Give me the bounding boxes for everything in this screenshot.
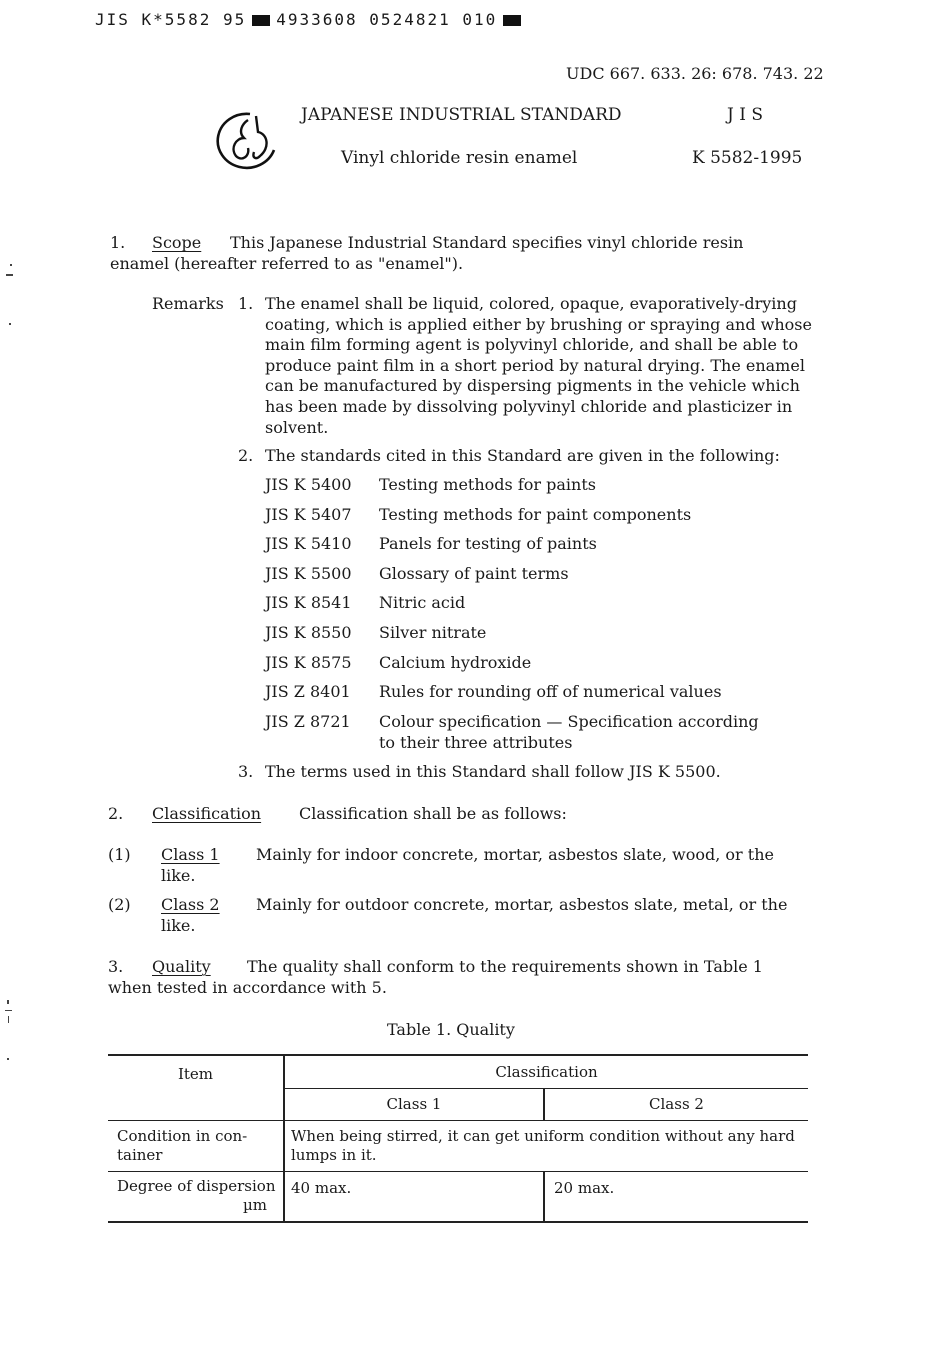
row-item-cell	[108, 1120, 284, 1171]
standard-title-item: Glossary of paint terms	[379, 564, 569, 583]
class-2-label: Class 2	[161, 895, 220, 914]
standard-title: Vinyl chloride resin enamel	[341, 148, 578, 168]
code-block-mark	[503, 15, 521, 26]
jis-label: J I S	[727, 105, 763, 125]
quality-heading: Quality	[152, 957, 211, 976]
class-2-text: Mainly for outdoor concrete, mortar, asbestos slate, metal, or the	[256, 895, 788, 914]
remark-3-text: The terms used in this Standard shall follow JIS K 5500.	[265, 762, 721, 781]
jis-mark-logo	[212, 108, 282, 174]
remark-3-number: 3.	[238, 762, 254, 781]
scope-text-line-1: This Japanese Industrial Standard specifies vinyl chloride resin	[230, 233, 744, 252]
class-1-header: Class 1	[284, 1088, 544, 1120]
class-2-number: (2)	[108, 895, 131, 914]
row-class-1-value: 40 max.	[284, 1171, 544, 1222]
code-line-part-2: 4933608 0524821 010	[276, 10, 498, 29]
classification-header: Classification	[284, 1055, 808, 1088]
standard-code: JIS K 5400	[265, 475, 352, 494]
standard-code: JIS K 5407	[265, 505, 352, 524]
quality-text-line-1: The quality shall conform to the requirements shown in Table 1	[247, 957, 763, 976]
class-2-text-continuation: like.	[161, 916, 196, 935]
scope-section-number: 1.	[110, 233, 126, 252]
class-1-label: Class 1	[161, 845, 220, 864]
remarks-label: Remarks	[152, 294, 224, 313]
quality-table	[108, 1054, 808, 1223]
row-item-line-1: Condition in con-	[117, 1126, 248, 1145]
class-2-header: Class 2	[544, 1088, 808, 1120]
scan-mark	[7, 1058, 9, 1060]
scan-mark	[5, 1010, 12, 1011]
standard-number: K 5582-1995	[692, 148, 803, 168]
scope-text-line-2: enamel (hereafter referred to as "enamel").	[110, 254, 464, 273]
classification-section-number: 2.	[108, 804, 124, 823]
standard-code: JIS K 5500	[265, 564, 352, 583]
standard-title-item: Panels for testing of paints	[379, 534, 597, 553]
scope-heading: Scope	[152, 233, 202, 252]
standard-code: JIS K 8575	[265, 653, 352, 672]
scan-mark	[6, 274, 13, 276]
standard-title-continuation: to their three attributes	[379, 733, 573, 752]
scan-mark	[8, 1016, 9, 1023]
remark-2-text: The standards cited in this Standard are given in the following:	[265, 446, 780, 465]
standard-title-item: Colour specification — Specification according	[379, 712, 759, 731]
remark-1-number: 1.	[238, 294, 254, 313]
quality-text-line-2: when tested in accordance with 5.	[108, 978, 387, 997]
udc-number: UDC 667. 633. 26: 678. 743. 22	[566, 64, 824, 83]
standard-title-item: Testing methods for paints	[379, 475, 596, 494]
standard-title-item: Testing methods for paint components	[379, 505, 692, 524]
document-code-line	[95, 10, 527, 29]
row-item-unit: µm	[243, 1196, 267, 1215]
class-1-text-continuation: like.	[161, 866, 196, 885]
organization-title: JAPANESE INDUSTRIAL STANDARD	[301, 105, 622, 125]
code-line-part-1: JIS K*5582 95	[95, 10, 247, 29]
standard-title-item: Nitric acid	[379, 593, 466, 612]
remark-1-text: The enamel shall be liquid, colored, opaque, evaporatively-drying coating, which is applied either by brushing or spraying and whose main film forming agent is polyvinyl chloride, and shall be able to produce paint film in a short period by natural drying. The enamel can be manufactured by dispersing pigments in the vehicle which has been made by dissolving polyvinyl chloride and plasticizer in solvent.	[265, 294, 812, 437]
standard-title-item: Calcium hydroxide	[379, 653, 532, 672]
classification-heading: Classification	[152, 804, 262, 823]
scan-mark	[10, 264, 12, 266]
table-row	[108, 1120, 808, 1171]
scan-mark	[7, 1000, 9, 1004]
standard-code: JIS K 8541	[265, 593, 352, 612]
scan-mark	[9, 323, 11, 325]
standard-title-item: Silver nitrate	[379, 623, 487, 642]
row-item-cell	[108, 1171, 284, 1222]
standard-code: JIS K 8550	[265, 623, 352, 642]
row-item-line-1: Degree of dispersion	[117, 1177, 276, 1196]
standard-code: JIS K 5410	[265, 534, 352, 553]
table-header-row	[108, 1055, 808, 1088]
classification-text: Classification shall be as follows:	[299, 804, 567, 823]
remark-2-number: 2.	[238, 446, 254, 465]
class-1-text: Mainly for indoor concrete, mortar, asbestos slate, wood, or the	[256, 845, 774, 864]
class-1-number: (1)	[108, 845, 131, 864]
standard-code: JIS Z 8721	[265, 712, 351, 731]
quality-section-number: 3.	[108, 957, 124, 976]
table-row	[108, 1171, 808, 1222]
standard-title-item: Rules for rounding off of numerical values	[379, 682, 722, 701]
code-block-mark	[252, 15, 270, 26]
row-value-cell: When being stirred, it can get uniform condition without any hard lumps in it.	[284, 1120, 808, 1171]
standard-code: JIS Z 8401	[265, 682, 351, 701]
table-caption: Table 1. Quality	[387, 1020, 515, 1039]
item-header: Item	[108, 1055, 284, 1120]
row-class-2-value: 20 max.	[544, 1171, 808, 1222]
row-item-line-2: tainer	[117, 1145, 163, 1164]
